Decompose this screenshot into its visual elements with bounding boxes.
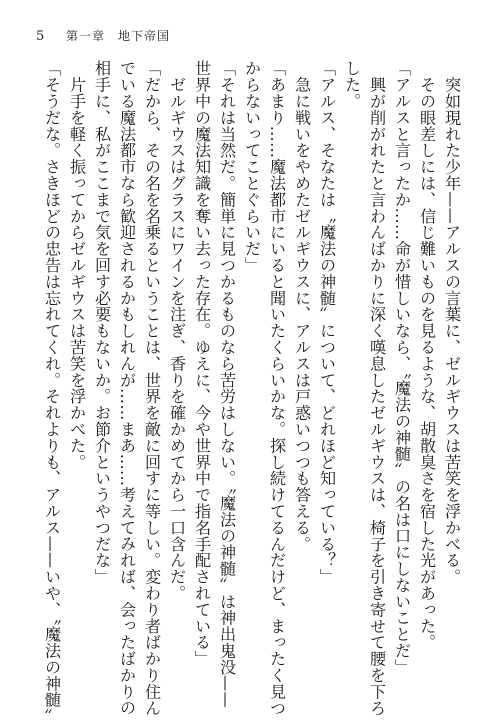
text-line: でいる魔法都市なら歓迎されるかもしれんが……まあ……考えてみれば、会ったばかりの: [117, 60, 136, 716]
text-line: 急に戦いをやめたゼルギウスに、アルスは戸惑いつつも答える。: [292, 60, 311, 552]
text-line: 「アルスと言ったか……命が惜しいなら、〝魔法の神髄〟の名は口にしないことだ」: [392, 60, 411, 676]
text-line: ゼルギウスはグラスにワインを注ぎ、香りを確かめてから一口含んだ。: [167, 60, 186, 602]
text-line: 片手を軽く振ってからゼルギウスは苦笑を浮かべた。: [67, 60, 86, 470]
text-line: 興が削がれたと言わんばかりに深く嘆息したゼルギウスは、椅子を引き寄せて腰を下ろ: [367, 60, 386, 716]
text-line: 「あまり……魔法都市にいると聞いたくらいかな。探し続けてるんだけど、まったく見つ: [267, 60, 286, 716]
text-line: 突如現れた少年——アルスの言葉に、ゼルギウスは苦笑を浮かべる。: [442, 60, 461, 585]
text-line: 世界中の魔法知識を奪い去った存在。ゆえに、今や世界中で指名手配されている」: [192, 60, 211, 667]
text-line: した。: [342, 60, 361, 110]
text-line: からないってことぐらいだ」: [242, 60, 261, 274]
vertical-body-text: [39, 60, 464, 724]
page-number: 5: [36, 29, 45, 44]
text-line: 「そうだな。さきほどの忠告は忘れてくれ。それよりも、アルス——いや、〝魔法の神髄〟: [42, 60, 61, 724]
text-line: 「だから、その名を名乗るということは、世界を敵に回すに等しい。変わり者ばかり住ん: [142, 60, 161, 716]
text-line: その眼差しには、信じ難いものを見るような、胡散臭さを宿した光があった。: [417, 60, 436, 651]
running-header-chapter-title: 第一章 地下帝国: [66, 29, 171, 43]
text-line: 相手に、私がここまで気を回す必要もないか。お節介というやつだな」: [92, 60, 111, 585]
text-line: 「アルス、そなたは〝魔法の神髄〟について、どれほど知っている？」: [317, 60, 336, 585]
text-line: 「それは当然だ。簡単に見つかるものなら苦労はしない。〝魔法の神髄〟は神出鬼没——: [217, 60, 236, 708]
